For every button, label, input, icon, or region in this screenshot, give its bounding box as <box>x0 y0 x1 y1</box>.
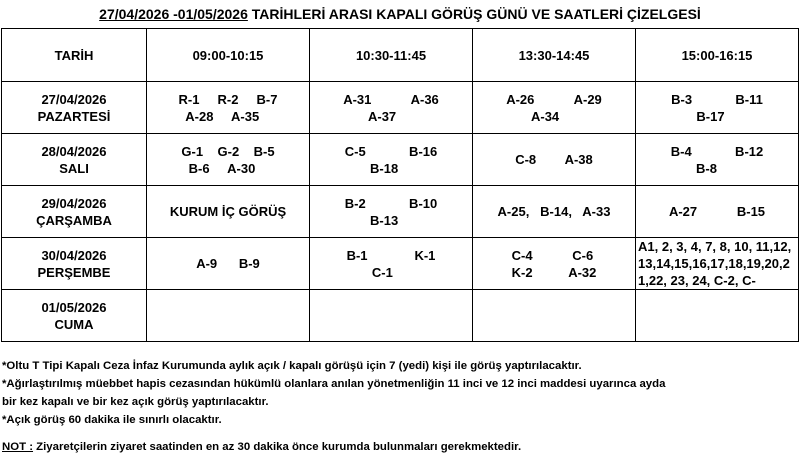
slot-cell <box>310 134 473 186</box>
row-date: 01/05/2026 <box>41 299 107 315</box>
date-cell <box>2 134 147 186</box>
slot-value: A1, 2, 3, 4, 7, 8, 10, 11,12,13,14,15,16,17,18,19,20,21,22, 23, 24, C-2, C- <box>638 239 792 288</box>
slot-value: B-1 K-1 C-1 <box>346 247 436 280</box>
table-header-row <box>2 29 799 82</box>
header-slot-3: 13:30-14:45 <box>473 29 636 82</box>
slot-cell <box>473 186 636 238</box>
title-date-range: 27/04/2026 -01/05/2026 <box>99 6 248 22</box>
date-cell <box>2 290 147 342</box>
row-date: 27/04/2026 <box>41 91 107 107</box>
slot-cell <box>636 186 799 238</box>
slot-cell <box>636 134 799 186</box>
page-title <box>0 6 800 22</box>
slot-cell <box>636 82 799 134</box>
visit-schedule-table <box>1 28 799 342</box>
note-line: *Açık görüş 60 dakika ile sınırlı olacaktır. <box>2 414 222 426</box>
header-date: TARİH <box>2 29 147 82</box>
slot-value: B-4 B-12 B-8 <box>670 143 764 176</box>
row-day: ÇARŞAMBA <box>36 212 112 228</box>
not-text: Ziyaretçilerin ziyaret saatinden en az 30 dakika önce kurumda bulunmaları gerekmektedir. <box>33 441 522 453</box>
slot-cell <box>310 290 473 342</box>
date-cell <box>2 238 147 290</box>
slot-cell <box>473 82 636 134</box>
not-label: NOT : <box>2 441 34 453</box>
slot-value: A-9 B-9 <box>196 256 260 271</box>
title-text: TARİHLERİ ARASI KAPALI GÖRÜŞ GÜNÜ VE SAATLERİ ÇİZELGESİ <box>247 6 701 22</box>
slot-value: A-26 A-29 A-34 <box>506 91 602 124</box>
slot-cell <box>147 134 310 186</box>
row-day: PERŞEMBE <box>37 264 111 280</box>
slot-cell <box>310 82 473 134</box>
slot-cell <box>147 290 310 342</box>
date-cell <box>2 186 147 238</box>
row-date: 29/04/2026 <box>41 195 107 211</box>
slot-cell <box>473 238 636 290</box>
slot-value: C-5 B-16 B-18 <box>344 143 438 176</box>
slot-value: A-25, B-14, A-33 <box>497 204 611 219</box>
slot-cell <box>636 290 799 342</box>
slot-value: KURUM İÇ GÖRÜŞ <box>169 204 287 219</box>
slot-value: R-1 R-2 B-7 A-28 A-35 <box>178 91 278 124</box>
note-line: bir kez kapalı ve bir kez açık görüş yaptırılacaktır. <box>2 396 269 408</box>
not-note <box>2 438 798 456</box>
row-day: PAZARTESİ <box>37 108 111 124</box>
slot-value: C-4 C-6 K-2 A-32 <box>511 247 597 280</box>
slot-cell <box>147 186 310 238</box>
slot-cell <box>310 186 473 238</box>
slot-value: B-3 B-11 B-17 <box>671 91 763 124</box>
table-row <box>2 186 799 238</box>
slot-cell <box>147 82 310 134</box>
date-cell <box>2 82 147 134</box>
slot-value: B-2 B-10 B-13 <box>344 195 438 228</box>
slot-cell <box>473 134 636 186</box>
table-row <box>2 82 799 134</box>
table-row <box>2 290 799 342</box>
slot-value: G-1 G-2 B-5 B-6 A-30 <box>181 143 275 176</box>
table-row <box>2 134 799 186</box>
notes-section <box>2 357 798 456</box>
row-day: CUMA <box>54 316 94 332</box>
slot-value: A-31 A-36 A-37 <box>343 91 439 124</box>
row-day: SALI <box>59 160 89 176</box>
table-row <box>2 238 799 290</box>
row-date: 28/04/2026 <box>41 143 107 159</box>
slot-cell <box>147 238 310 290</box>
note-line: *Oltu T Tipi Kapalı Ceza İnfaz Kurumunda aylık açık / kapalı görüşü için 7 (yedi) kişi ile görüş yaptırılacaktır. <box>2 360 582 372</box>
header-slot-1: 09:00-10:15 <box>147 29 310 82</box>
slot-value: C-8 A-38 <box>515 152 593 167</box>
header-slot-4: 15:00-16:15 <box>636 29 799 82</box>
slot-value: A-27 B-15 <box>668 204 766 219</box>
slot-cell <box>310 238 473 290</box>
slot-cell <box>473 290 636 342</box>
row-date: 30/04/2026 <box>41 247 107 263</box>
header-slot-2: 10:30-11:45 <box>310 29 473 82</box>
note-line: *Ağırlaştırılmış müebbet hapis cezasından hükümlü olanlara anılan yönetmenliğin 11 inci ve 12 inci maddesi uyarınca ayda <box>2 378 666 390</box>
slot-cell <box>636 238 799 290</box>
